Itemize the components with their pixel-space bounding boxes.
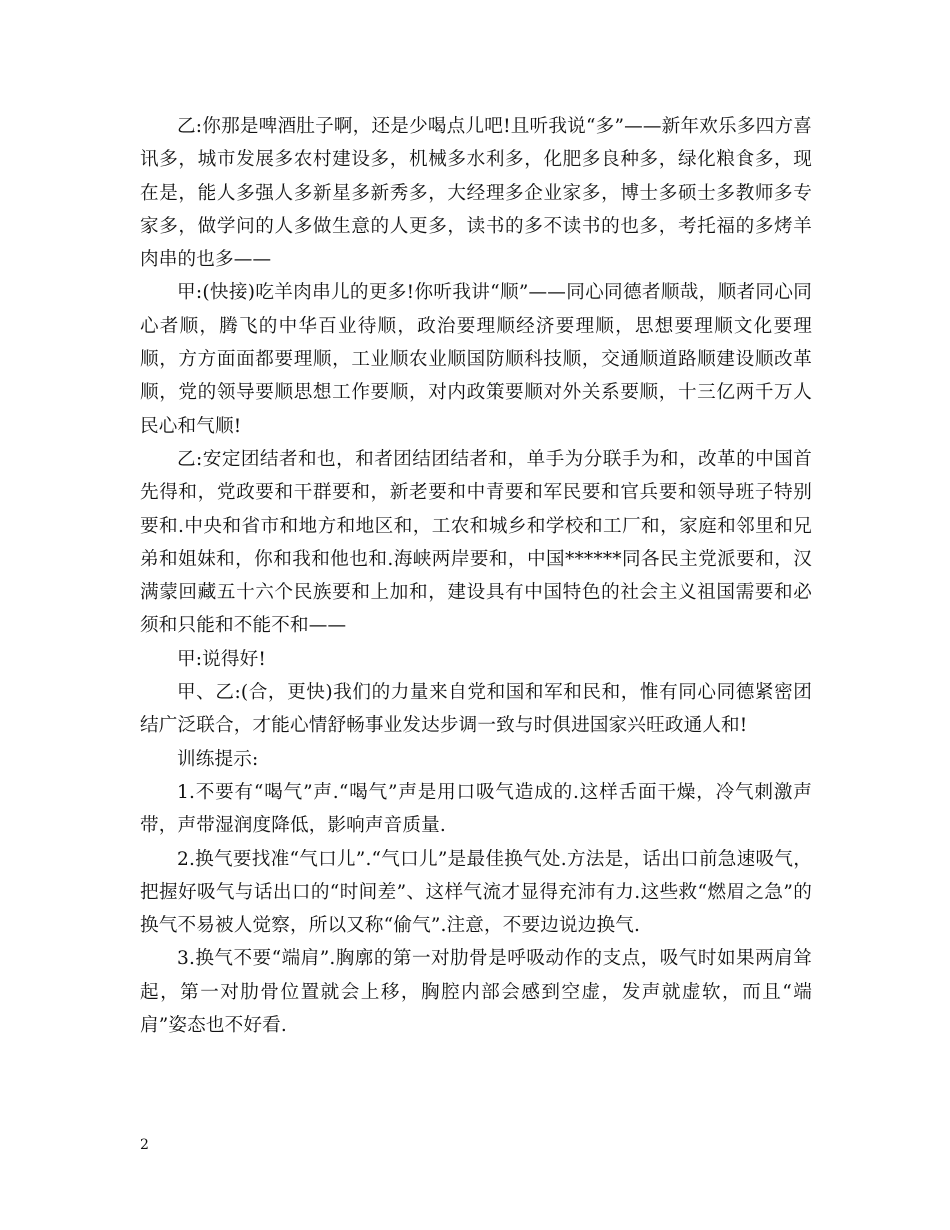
dialogue-paragraph-together: 甲、乙:(合，更快)我们的力量来自党和国和军和民和，惟有同心同德紧密团结广泛联合，才能心情舒畅事业发达步调一致与时俱进国家兴旺政通人和! (140, 682, 812, 737)
dialogue-paragraph-yi-he: 乙:安定团结者和也，和者团结团结者和，单手为分联手为和，改革的中国首先得和，党政要和干群要和，新老要和中青要和军民要和官兵要和领导班子特别要和.中央和省市和地方和地区和，工农和城乡和学校和工厂和，家庭和邻里和兄弟和姐妹和，你和我和他也和.海峡两岸要和，中国******同各民主党派要和，汉满蒙回藏五十六个民族要和上加和，建设具有中国特色的社会主义祖国需要和必须和只能和不能不和—— (140, 448, 812, 637)
dialogue-paragraph-jia-shun: 甲:(快接)吃羊肉串儿的更多!你听我讲“顺”——同心同德者顺哉，顺者同心同心者顺，腾飞的中华百业待顺，政治要理顺经济要理顺，思想要理顺文化要理顺，方方面面都要理顺，工业顺农业顺国防顺科技顺，交通顺道路顺建设顺改革顺，党的领导要顺思想工作要顺，对内政策要顺对外关系要顺，十三亿两千万人民心和气顺! (140, 282, 812, 437)
dialogue-paragraph-yi-duo: 乙:你那是啤酒肚子啊，还是少喝点儿吧!且听我说“多”——新年欢乐多四方喜讯多，城市发展多农村建设多，机械多水利多，化肥多良种多，绿化粮食多，现在是，能人多强人多新星多新秀多，大经理多企业家多，博士多硕士多教师多专家多，做学问的人多做生意的人更多，读书的多不读书的也多，考托福的多烤羊肉串的也多—— (140, 116, 812, 271)
training-tip-3: 3.换气不要“端肩”.胸廓的第一对肋骨是呼吸动作的支点，吸气时如果两肩耸起，第一对肋骨位置就会上移，胸腔内部会感到空虚，发声就虚软，而且“端肩”姿态也不好看. (140, 948, 812, 1037)
page-number: 2 (140, 1137, 149, 1153)
training-tip-1: 1.不要有“喝气”声.“喝气”声是用口吸气造成的.这样舌面干燥，冷气刺激声带，声带湿润度降低，影响声音质量. (140, 781, 812, 837)
training-tip-2: 2.换气要找准“气口儿”.“气口儿”是最佳换气处.方法是，话出口前急速吸气，把握好吸气与话出口的“时间差”、这样气流才显得充沛有力.这些救“燃眉之急”的换气不易被人觉察，所以又称“偷气”.注意，不要边说边换气. (140, 848, 812, 937)
document-body (140, 110, 812, 1042)
training-tips-heading: 训练提示: (177, 748, 259, 770)
dialogue-paragraph-jia-praise: 甲:说得好! (177, 648, 267, 670)
